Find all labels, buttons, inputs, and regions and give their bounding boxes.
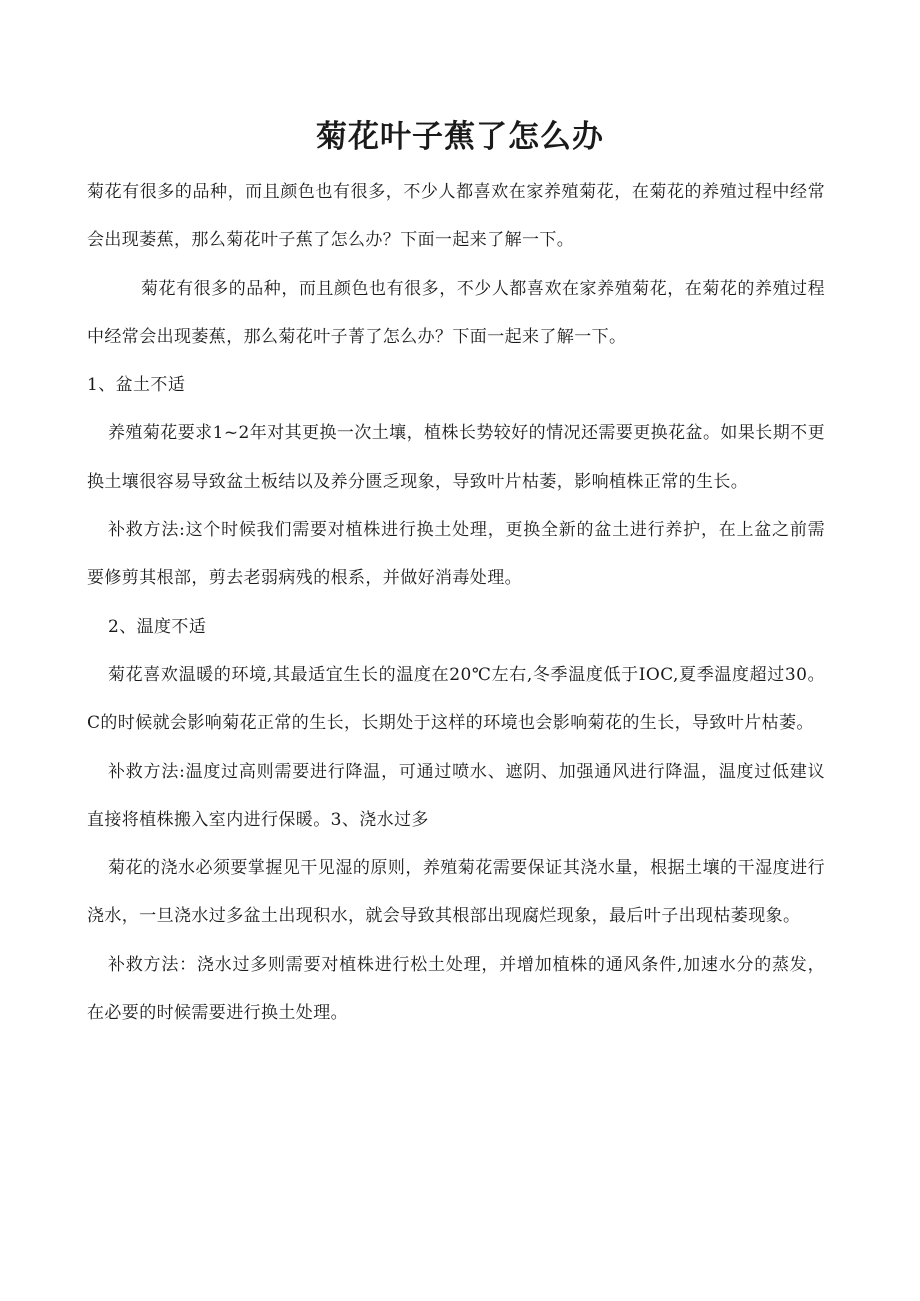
intro-paragraph: 菊花有很多的品种，而且颜色也有很多，不少人都喜欢在家养殖菊花，在菊花的养殖过程中经常会出现萎蕉，那么菊花叶子蕉了怎么办？下面一起来了解一下。 [87,182,825,251]
temperature-remedy-paragraph: 补救方法:温度过高则需要进行降温，可通过喷水、遮阴、加强通风进行降温，温度过低建议直接将植株搬入室内进行保暖。3、浇水过多 [87,761,825,830]
temperature-paragraph: 菊花喜欢温暖的环境,其最适宜生长的温度在20℃左右,冬季温度低于IOC,夏季温度超过30。C的时候就会影响菊花正常的生长，长期处于这样的环境也会影响菊花的生长，导致叶片枯萎。 [87,664,825,734]
section-heading-soil: 1、盆土不适 [87,375,186,396]
watering-paragraph: 菊花的浇水必须要掌握见干见湿的原则，养殖菊花需要保证其浇水量，根据土壤的干湿度进行浇水，一旦浇水过多盆土出现积水，就会导致其根部出现腐烂现象，最后叶子出现枯萎现象。 [87,858,825,927]
intro-paragraph-repeat: 菊花有很多的品种，而且颜色也有很多，不少人都喜欢在家养殖菊花，在菊花的养殖过程中经常会出现萎蕉，那么菊花叶子菁了怎么办？下面一起来了解一下。 [87,278,825,347]
document-title: 菊花叶子蕉了怎么办 [316,119,604,155]
soil-paragraph: 养殖菊花要求1~2年对其更换一次土壤，植株长势较好的情况还需要更换花盆。如果长期不更换土壤很容易导致盆土板结以及养分匮乏现象，导致叶片枯萎，影响植株正常的生长。 [87,423,825,492]
section-heading-temperature: 2、温度不适 [108,616,207,637]
document-body [87,168,825,1037]
soil-remedy-paragraph: 补救方法:这个时候我们需要对植株进行换土处理，更换全新的盆土进行养护，在上盆之前需要修剪其根部，剪去老弱病残的根系，并做好消毒处理。 [87,520,825,589]
watering-remedy-paragraph: 补救方法：浇水过多则需要对植株进行松土处理，并增加植株的通风条件,加速水分的蒸发，在必要的时候需要进行换土处理。 [87,954,825,1024]
